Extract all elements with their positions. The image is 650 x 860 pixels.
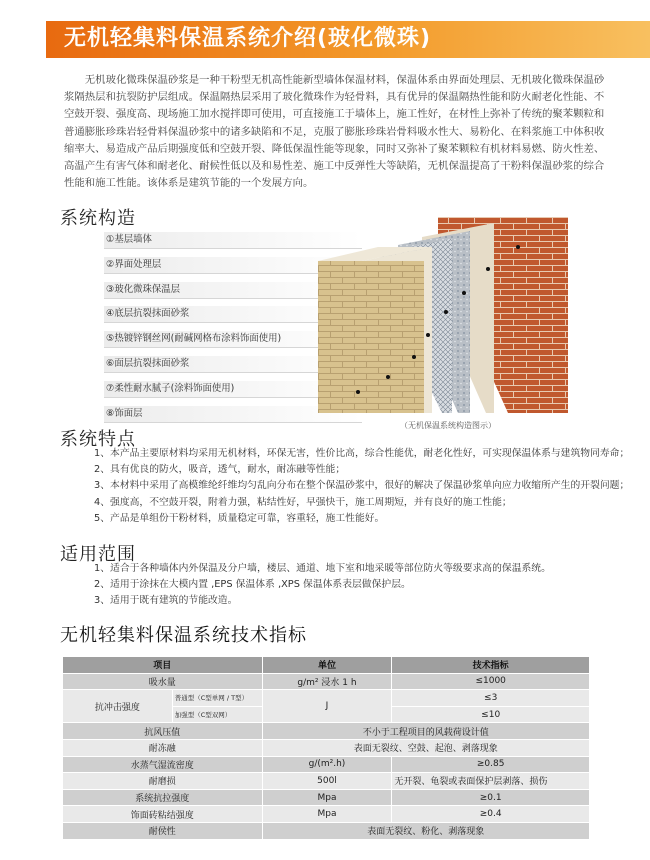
title-banner xyxy=(46,21,650,58)
scope-list xyxy=(94,561,551,610)
row-value: 无开裂、龟裂或表面保护层剥落、损伤 xyxy=(392,773,590,790)
row-value: 不小于工程项目的风载荷设计值 xyxy=(262,723,589,740)
row-item: 耐冻融 xyxy=(63,739,263,756)
layer-item: ①基层墙体 xyxy=(104,232,362,249)
list-item: 5、产品是单组份干粉材料，质量稳定可靠，容重轻，施工性能好。 xyxy=(94,512,385,524)
row-item: 吸水量 xyxy=(63,673,263,690)
structure-heading: 系统构造 xyxy=(60,208,136,229)
row-value: 表面无裂纹、空鼓、起泡、剥落现象 xyxy=(262,739,589,756)
row-subitem: 加强型（C型双网） xyxy=(172,706,262,723)
row-value: ≥0.1 xyxy=(392,789,590,806)
row-unit: Mpa xyxy=(262,789,392,806)
row-unit: g/m² 浸水 1 h xyxy=(262,673,392,690)
row-subitem: 普通型（C型单网 / T型） xyxy=(172,690,262,707)
row-item: 饰面砖粘结强度 xyxy=(63,806,263,823)
row-unit: J xyxy=(262,690,392,723)
list-item: 1、适合于各种墙体内外保温及分户墙，楼层、通道、地下室和地采暖等部位防火等级要求高的保温系统。 xyxy=(94,563,551,574)
layer-item: ③玻化微珠保温层 xyxy=(104,282,362,299)
layer-item: ⑦柔性耐水腻子(涂料饰面使用) xyxy=(104,381,362,398)
row-value: ≤10 xyxy=(392,706,590,723)
row-value: ≥0.4 xyxy=(392,806,590,823)
row-unit: 500l xyxy=(262,773,392,790)
row-value: ≤3 xyxy=(392,690,590,707)
table-row xyxy=(63,756,590,773)
row-item: 耐侯性 xyxy=(63,822,263,839)
spec-heading: 无机轻集料保温系统技术指标 xyxy=(60,625,307,646)
list-item: 4、强度高，不空鼓开裂，附着力强，粘结性好，早强快干，施工周期短，并有良好的施工性能； xyxy=(94,496,512,508)
row-value: 表面无裂纹、粉化、剥落现象 xyxy=(262,822,589,839)
table-row xyxy=(63,789,590,806)
row-item: 耐磨损 xyxy=(63,773,263,790)
row-item: 抗冲击强度 xyxy=(63,690,173,723)
layer-item: ⑧饰面层 xyxy=(104,406,362,423)
list-item: 2、具有优良的防火，吸音，透气，耐水，耐冻融等性能； xyxy=(94,464,346,476)
header-item: 项目 xyxy=(63,657,263,674)
table-row xyxy=(63,822,590,839)
row-unit: g/(m².h) xyxy=(262,756,392,773)
list-item: 2、适用于涂抹在大模内置 ,EPS 保温体系 ,XPS 保温体系表层做保护层。 xyxy=(94,579,411,591)
diagram-caption: （无机保温系统构造图示） xyxy=(400,421,496,430)
row-item: 抗风压值 xyxy=(63,723,263,740)
scope-heading: 适用范围 xyxy=(60,544,136,565)
row-value: ≤1000 xyxy=(392,673,590,690)
table-row xyxy=(63,673,590,690)
wall-structure-diagram xyxy=(318,217,568,413)
features-heading: 系统特点 xyxy=(60,429,136,450)
table-row xyxy=(63,723,590,740)
list-item: 3、适用于既有建筑的节能改造。 xyxy=(94,595,238,607)
header-unit: 单位 xyxy=(262,657,392,674)
intro-paragraph: 无机玻化微珠保温砂浆是一种干粉型无机高性能新型墙体保温材料，保温体系由界面处理层、无机玻化微珠保温砂浆隔热层和抗裂防护层组成。保温隔热层采用了玻化微珠作为轻骨料，具有优异的保温隔热性能和防火耐老化性能、不空鼓开裂、强度高、现场施工加水搅拌即可使用，可直接施工于墙体上，施工性好，在材性上弥补了传统的聚苯颗粒和普通膨胀珍珠岩轻骨料保温砂浆中的诸多缺陷和不足，克服了膨胀珍珠岩骨料吸水性大、易粉化、在料浆施工中体积收缩率大、易造成产品后期强度低和空鼓开裂、降低保温性能等现象，同时又弥补了聚苯颗粒有机材料易燃、防火性差、高温产生有害气体和耐老化、耐候性低以及和易性差、施工中反弹性大等缺陷，无机保温提高了干粉料保温砂浆的综合性能和施工性能。该体系是建筑节能的一个发展方向。 xyxy=(64,74,605,190)
table-row xyxy=(63,806,590,823)
spec-table xyxy=(62,656,590,840)
row-item: 水蒸气湿流密度 xyxy=(63,756,263,773)
row-value: ≥0.85 xyxy=(392,756,590,773)
list-item: 1、本产品主要原材料均采用无机材料，环保无害，性价比高，综合性能优，耐老化性好，可实现保温体系与建筑物同寿命； xyxy=(94,448,630,459)
list-item: 3、本材料中采用了高模维纶纤维均匀乱向分布在整个保温砂浆中，很好的解决了保温砂浆单向应力收缩所产生的开裂问题； xyxy=(94,480,630,492)
table-row xyxy=(63,690,590,707)
layer-item: ②界面处理层 xyxy=(104,257,362,274)
layer-item: ④底层抗裂抹面砂浆 xyxy=(104,306,362,323)
table-row xyxy=(63,773,590,790)
table-header-row xyxy=(63,657,590,674)
header-value: 技术指标 xyxy=(392,657,590,674)
page-title: 无机轻集料保温系统介绍(玻化微珠) xyxy=(64,26,432,51)
row-unit: Mpa xyxy=(262,806,392,823)
table-row xyxy=(63,739,590,756)
row-item: 系统抗拉强度 xyxy=(63,789,263,806)
layer-item: ⑥面层抗裂抹面砂浆 xyxy=(104,356,362,373)
features-list xyxy=(94,446,629,527)
stone-finish-layer xyxy=(318,261,424,413)
layer-item: ⑤热镀锌钢丝网(耐碱网格布涂料饰面使用) xyxy=(104,331,362,348)
